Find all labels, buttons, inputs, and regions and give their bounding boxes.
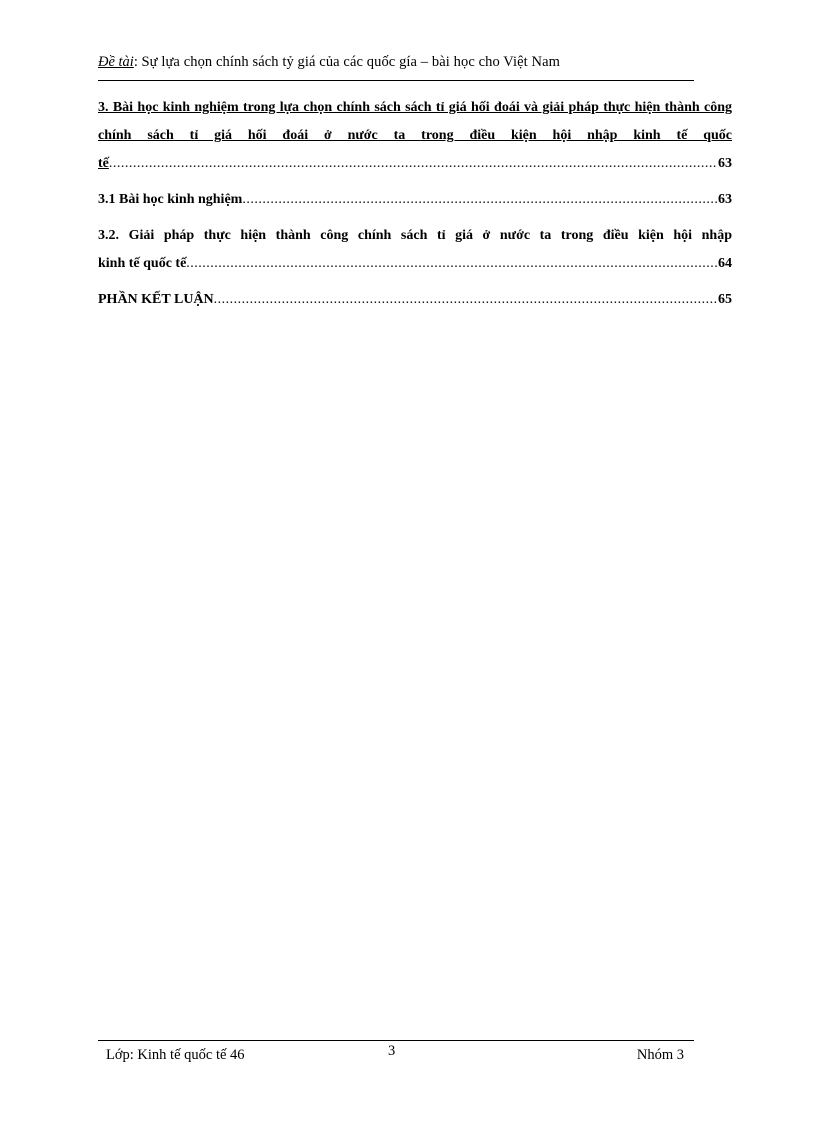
- toc-entry-3-2[interactable]: [98, 222, 732, 278]
- toc-entry-text: 3. Bài học kinh nghiệm trong lựa chọn chính sách sách tỉ giá hối đoái và giải pháp thực hiện thành công chính sách tỉ giá hối đoái ở nước ta trong điều kiện hội nhập kinh tế quốc: [98, 100, 732, 143]
- toc-entry-conclusion[interactable]: [98, 286, 732, 314]
- footer-page-number: 3: [388, 1043, 396, 1059]
- toc-page-number: 64: [718, 256, 732, 271]
- toc-page-number: 63: [718, 192, 732, 207]
- toc-page-number: 65: [718, 292, 732, 307]
- toc-leader-dots: [242, 186, 717, 214]
- header-separator: :: [133, 54, 142, 70]
- toc-page-number: 63: [718, 156, 732, 171]
- table-of-contents: [98, 94, 732, 322]
- header-title: Sự lựa chọn chính sách tỷ giá của các quốc gía – bài học cho Việt Nam: [141, 54, 560, 70]
- toc-entry-last-line: [98, 150, 732, 178]
- footer-class-label: Lớp: Kinh tế quốc tế 46: [106, 1047, 245, 1063]
- toc-entry-text-end: kinh tế quốc tế: [98, 256, 187, 271]
- toc-leader-dots: [214, 286, 717, 314]
- toc-leader-dots: [186, 250, 717, 278]
- toc-entry-text: PHẦN KẾT LUẬN: [98, 292, 214, 307]
- toc-entry-last-line: [98, 286, 732, 314]
- toc-entry-3[interactable]: [98, 94, 732, 178]
- toc-entry-text: 3.2. Giải pháp thực hiện thành công chính sách tỉ giá ở nước ta trong điều kiện hội nhập: [98, 228, 732, 243]
- toc-leader-dots: [109, 150, 717, 178]
- page-header: [98, 52, 694, 81]
- toc-entry-last-line: [98, 186, 732, 214]
- toc-entry-text: 3.1 Bài học kinh nghiệm: [98, 192, 243, 207]
- toc-entry-text-end: tế: [98, 156, 109, 171]
- page-footer: [98, 1040, 694, 1071]
- header-label: Đề tài: [98, 54, 134, 70]
- toc-entry-3-1[interactable]: [98, 186, 732, 214]
- footer-group-label: Nhóm 3: [636, 1047, 684, 1063]
- toc-entry-last-line: [98, 250, 732, 278]
